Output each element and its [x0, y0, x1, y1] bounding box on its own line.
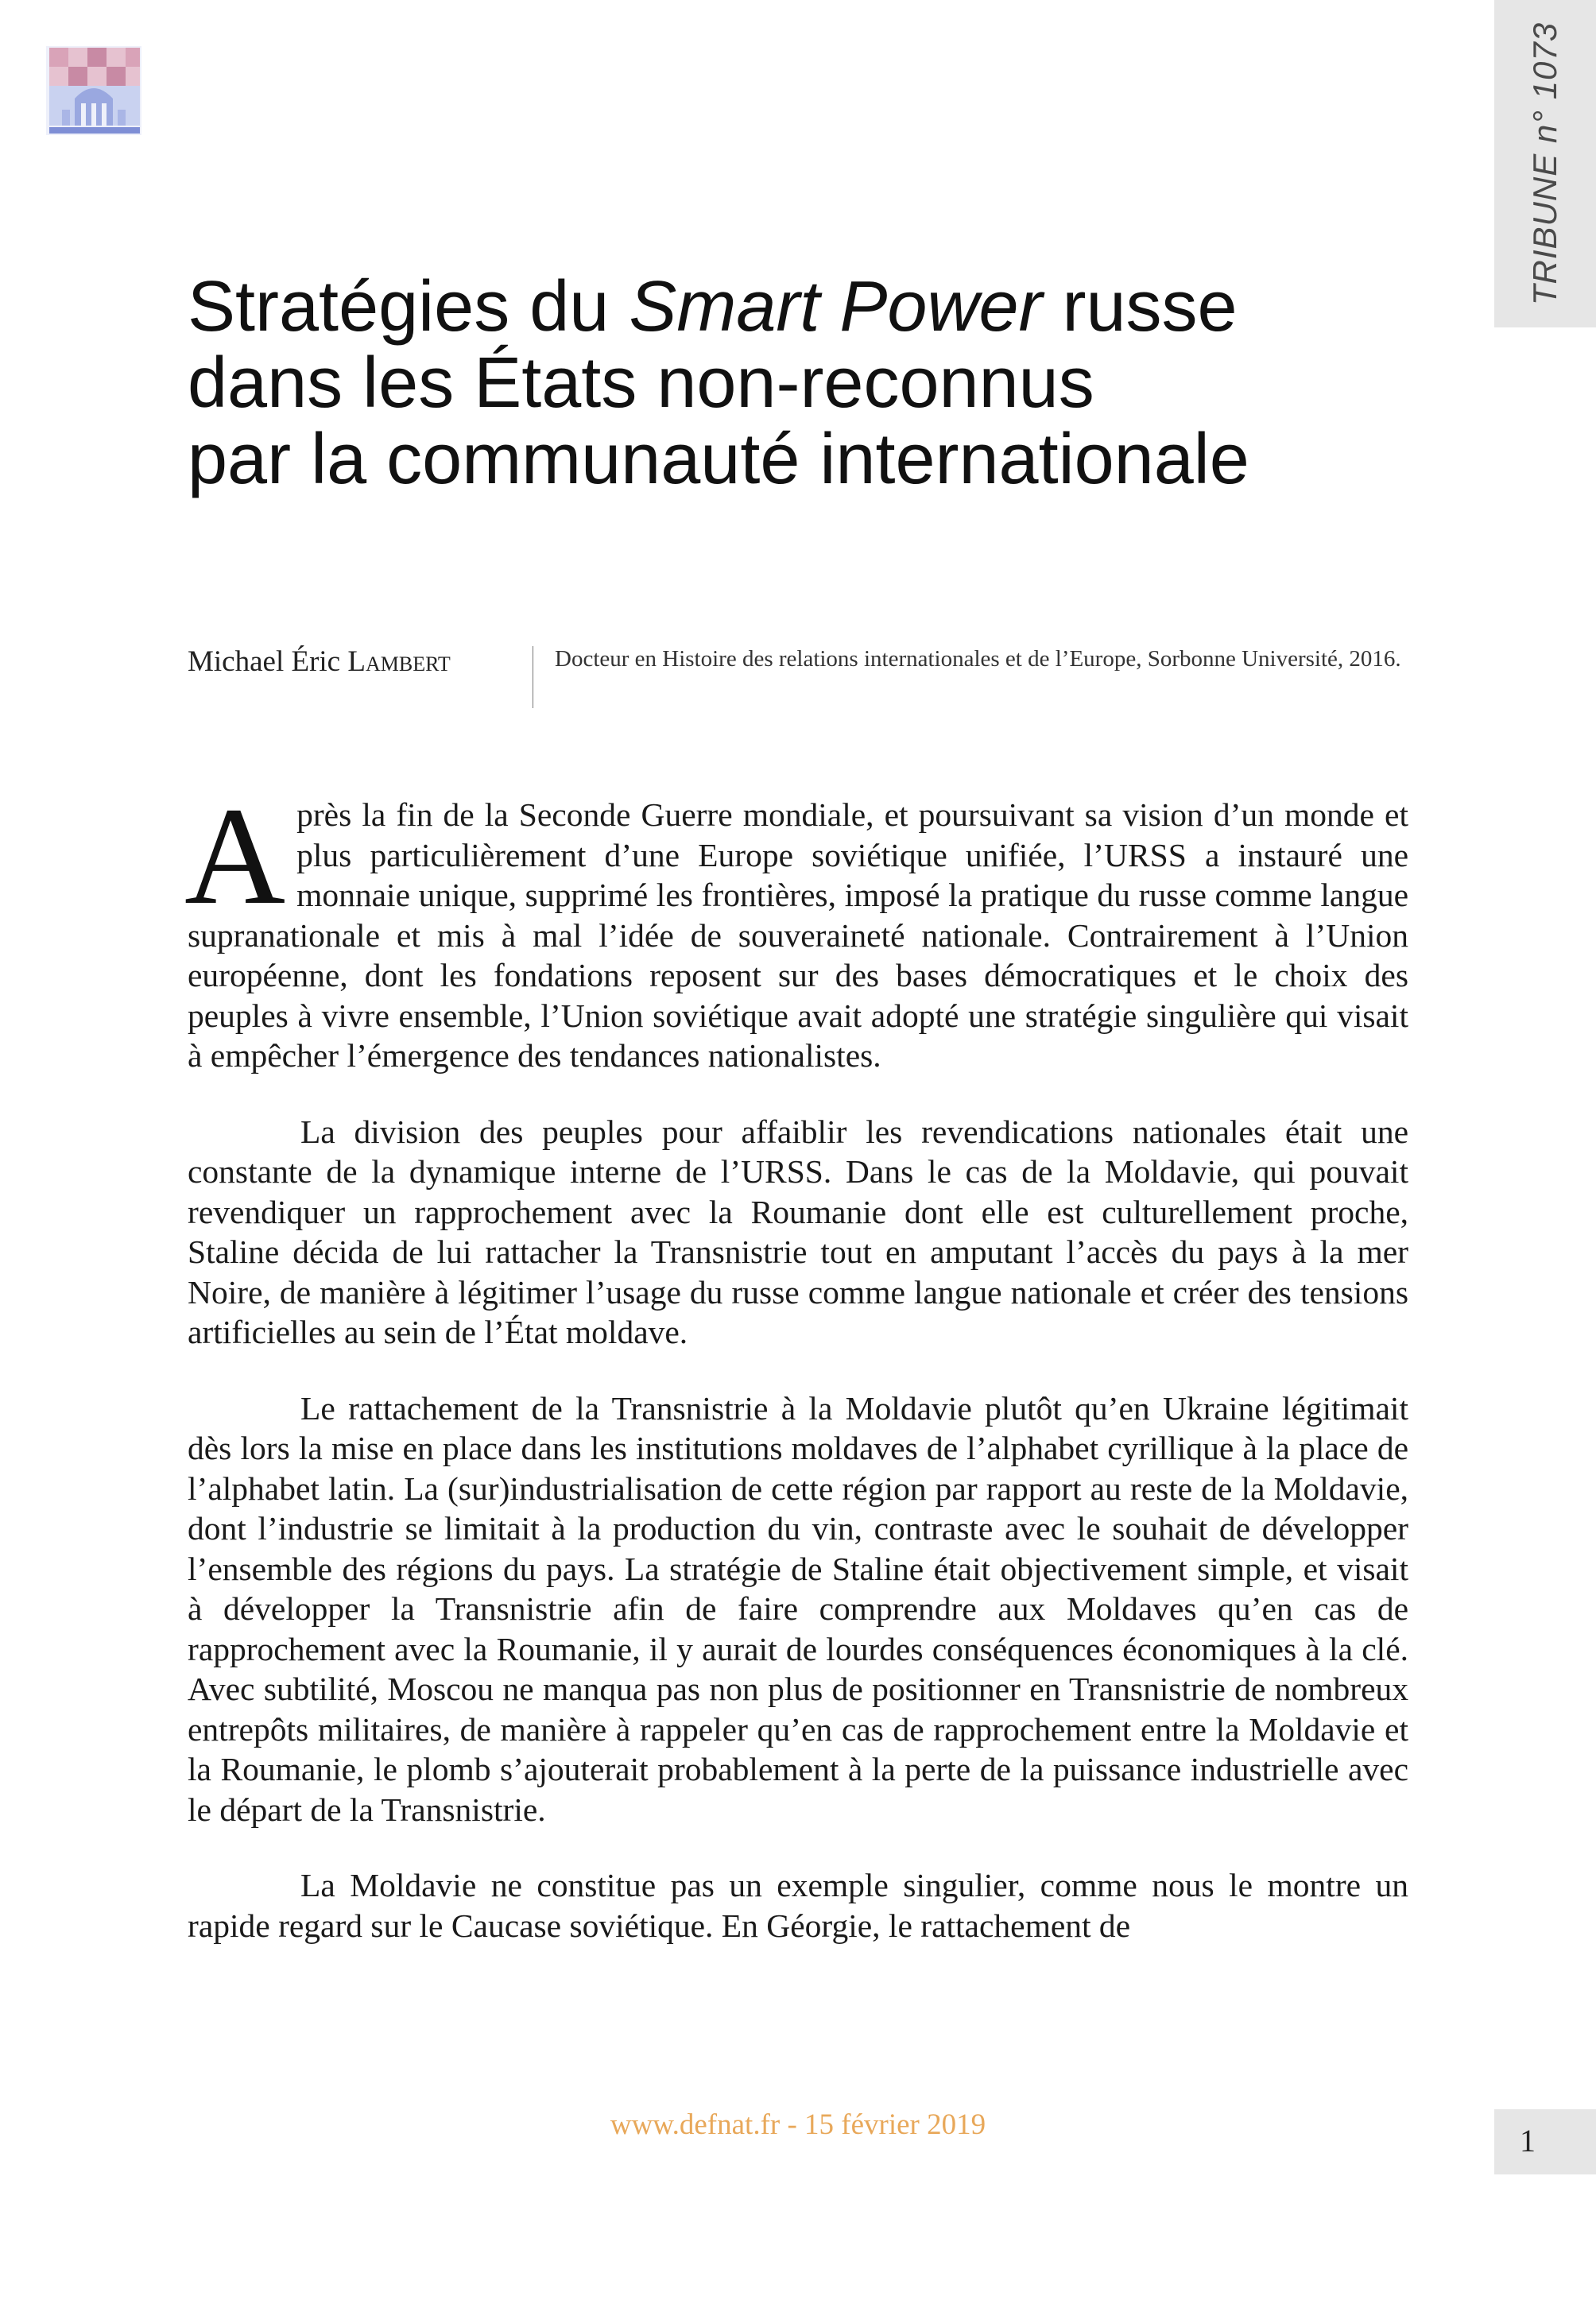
author-surname: Lambert — [347, 645, 451, 678]
publication-logo — [46, 46, 141, 141]
paragraph-1 — [184, 779, 1408, 1076]
page-number-box — [1494, 2109, 1596, 2174]
title-line-3: par la communauté internationale — [188, 420, 1249, 499]
author-first-names: Michael Éric — [188, 645, 348, 678]
author-name — [188, 645, 451, 679]
article-body — [184, 779, 1408, 1981]
title-line-1 — [188, 269, 1427, 345]
issue-tab — [1494, 0, 1596, 327]
title-italic-term: Smart Power — [629, 267, 1043, 347]
title-line-2: dans les États non-reconnus — [188, 343, 1094, 423]
paragraph-2: La division des peuples pour affaiblir les revendications nationales était une constante de la dynamique interne de l’URSS. Dans le cas de la Moldavie, qui pouvait revendiquer un rapprochement avec la Roumanie dont elle est culturellement proche, Staline décida de lui rattacher la Transnistrie tout en amputant l’accès du pays à la mer Noire, de manière à légitimer l’usage du russe comme langue nationale et créer des tensions artificielles au sein de l’État moldave. — [188, 1113, 1408, 1350]
page-number: 1 — [1520, 2123, 1536, 2159]
paragraph-3: Le rattachement de la Transnistrie à la Moldavie plutôt qu’en Ukraine légitimait dès lors la mise en place dans les institutions moldaves de l’alphabet cyrillique à la place de l’alphabet latin. La (sur)industrialisation de cette région par rapport au reste de la Moldavie, dont l’industrie se limitait à la production du vin, contraste avec le souhait de développer l’ensemble des régions du pays. La stratégie de Staline était objectivement simple, et visait à développer la Transnistrie afin de faire comprendre aux Moldaves qu’en cas de rapprochement avec la Roumanie, il y aurait de lourdes conséquences économiques à la clé. Avec subtilité, Moscou ne manqua pas non plus de positionner en Transnistrie de nombreux entrepôts militaires, de manière à rappeler qu’en cas de rapprochement entre la Moldavie et la Roumanie, le plomb s’ajouterait probablement à la perte de la puissance industrielle avec le départ de la Transnistrie. — [188, 1389, 1408, 1828]
drop-cap: A — [184, 779, 286, 934]
title-line-1-prefix: Stratégies du — [188, 267, 629, 347]
author-block — [188, 640, 1408, 711]
footer-url: www.defnat.fr - 15 février 2019 — [610, 2108, 986, 2141]
author-affiliation: Docteur en Histoire des relations internationales et de l’Europe, Sorbonne Université, 2016. — [555, 646, 1401, 672]
article-title — [188, 269, 1427, 498]
title-line-1-suffix: russe — [1042, 267, 1238, 347]
paragraph-4: La Moldavie ne constitue pas un exemple singulier, comme nous le montre un rapide regard sur le Caucase soviétique. En Géorgie, le rattachement de — [188, 1867, 1408, 1944]
issue-label: TRIBUNE n° 1073 — [1526, 21, 1563, 306]
paragraph-1-text: près la fin de la Seconde Guerre mondiale, et poursuivant sa vision d’un monde et plus particulièrement d’une Europe soviétique unifiée, l’URSS a instauré une monnaie unique, supprimé les frontières, imposé la pratique du russe comme langue supranationale et mis à mal l’idée de souveraineté nationale. Contrairement à l’Union européenne, dont les fondations reposent sur des bases démocratiques et le choix des peuples à vivre ensemble, l’Union soviétique avait adopté une stratégie singulière qui visait à empêcher l’émergence des tendances nationalistes. — [188, 796, 1408, 1074]
